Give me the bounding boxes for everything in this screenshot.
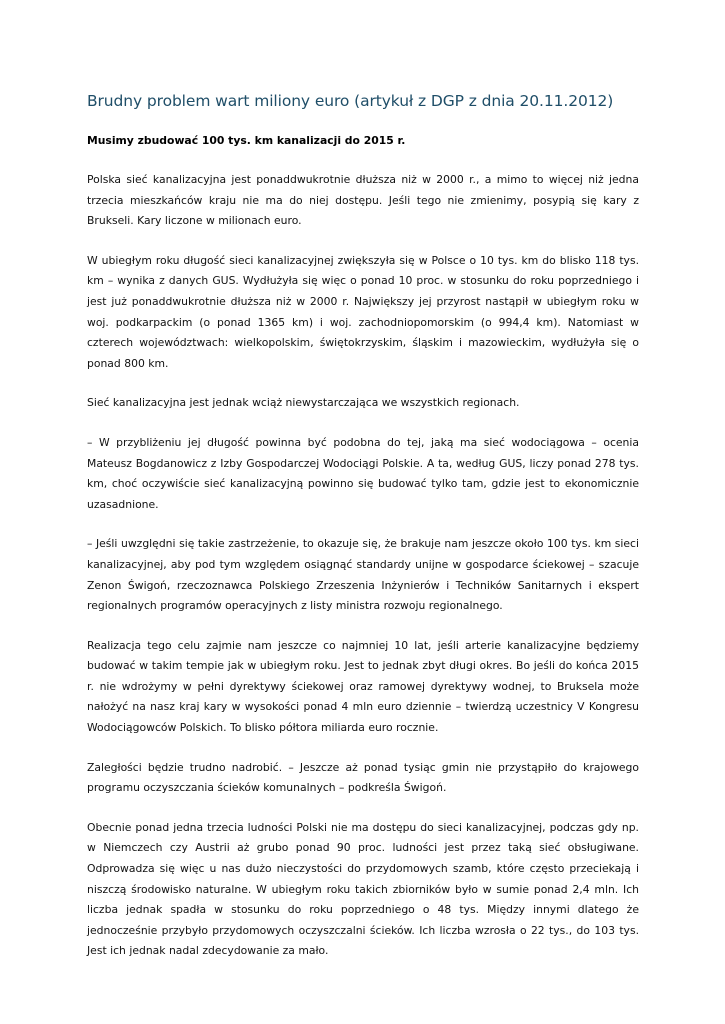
paragraph-7: Zaległości będzie trudno nadrobić. – Jeszcze aż ponad tysiąc gmin nie przystąpiło do krajowego programu oczyszczania ścieków komunalnych – podkreśla Świgoń. [87,760,639,795]
paragraph-6: Realizacja tego celu zajmie nam jeszcze co najmniej 10 lat, jeśli arterie kanalizacyjne będziemy budować w takim tempie jak w ubiegłym roku. Jest to jednak zbyt długi okres. Bo jeśli do końca 2015 r. nie wdrożymy w pełni dyrektywy ściekowej oraz ramowej dyrektywy wodnej, to Bruksela może nałożyć na nasz kraj kary w wysokości ponad 4 mln euro dziennie – twierdzą uczestnicy V Kongresu Wodociągowców Polskich. To blisko półtora miliarda euro rocznie. [87,638,639,735]
paragraph-2: W ubiegłym roku długość sieci kanalizacyjnej zwiększyła się w Polsce o 10 tys. km do blisko 118 tys. km – wynika z danych GUS. Wydłużyła się więc o ponad 10 proc. w stosunku do roku poprzedniego i jest już ponaddwukrotnie dłuższa niż w 2000 r. Największy jej przyrost nastąpił w ubiegłym roku w woj. podkarpackim (o ponad 1365 km) i woj. zachodniopomorskim (o 994,4 km). Natomiast w czterech województwach: wielkopolskim, świętokrzyskim, śląskim i mazowieckim, wydłużyła się o ponad 800 km. [87,253,639,370]
paragraph-8: Obecnie ponad jedna trzecia ludności Polski nie ma dostępu do sieci kanalizacyjnej, podczas gdy np. w Niemczech czy Austrii aż grubo ponad 90 proc. ludności jest przez taką sieć obsługiwane. Odprowadza się więc u nas dużo nieczystości do przydomowych szamb, które często przeciekają i niszczą środowisko naturalne. W ubiegłym roku takich zbiorników było w sumie ponad 2,4 mln. Ich liczba jednak spadła w stosunku do roku poprzedniego o 48 tys. Między innymi dlatego że jednocześnie przybyło przydomowych oczyszczalni ścieków. Ich liczba wzrosła o 22 tys., do 103 tys. Jest ich jednak nadal zdecydowanie za mało. [87,820,639,958]
paragraph-3: Sieć kanalizacyjna jest jednak wciąż niewystarczająca we wszystkich regionach. [87,396,520,410]
article-title: Brudny problem wart miliony euro (artykuł z DGP z dnia 20.11.2012) [87,92,614,110]
document-page [87,90,639,981]
paragraph-4: – W przybliżeniu jej długość powinna być podobna do tej, jaką ma sieć wodociągowa – ocenia Mateusz Bogdanowicz z Izby Gospodarczej Wodociągi Polskie. A ta, według GUS, liczy ponad 278 tys. km, choć oczywiście sieć kanalizacyjną powinno się budować tylko tam, gdzie jest to ekonomicznie uzasadnione. [87,435,639,511]
paragraph-5: – Jeśli uwzględni się takie zastrzeżenie, to okazuje się, że brakuje nam jeszcze około 100 tys. km sieci kanalizacyjnej, aby pod tym względem osiągnąć standardy unijne w gospodarce ściekowej – szacuje Zenon Świgoń, rzeczoznawca Polskiego Zrzeszenia Inżynierów i Techników Sanitarnych i ekspert regionalnych programów operacyjnych z listy ministra rozwoju regionalnego. [87,537,639,613]
paragraph-1: Polska sieć kanalizacyjna jest ponaddwukrotnie dłuższa niż w 2000 r., a mimo to więcej niż jedna trzecia mieszkańców kraju nie ma do niej dostępu. Jeśli tego nie zmienimy, posypią się kary z Brukseli. Kary liczone w milionach euro. [87,173,639,228]
article-subtitle: Musimy zbudować 100 tys. km kanalizacji do 2015 r. [87,134,406,147]
